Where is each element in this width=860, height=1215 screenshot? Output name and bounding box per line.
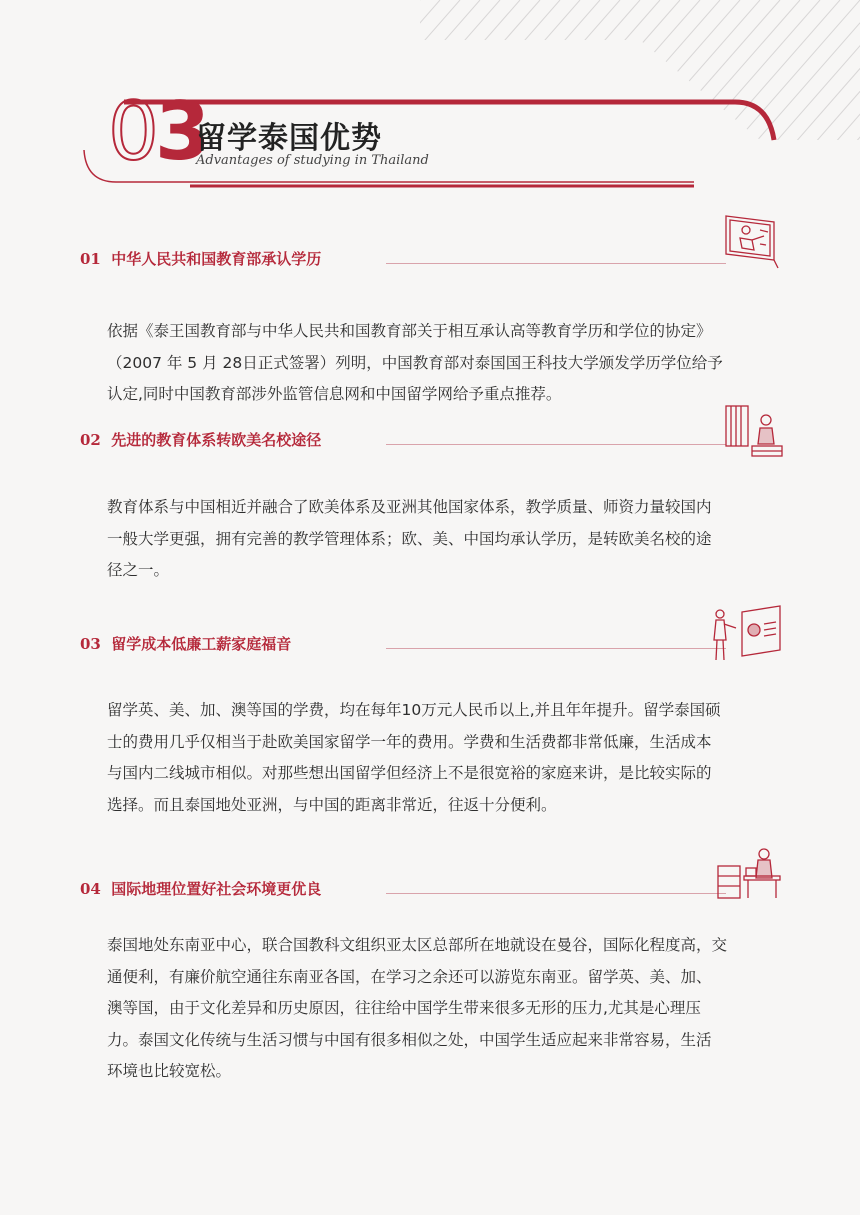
section-number: 04	[80, 880, 101, 898]
section-heading: 国际地理位置好社会环境更优良	[111, 880, 322, 898]
page-title: 留学泰国优势	[196, 121, 382, 156]
section-title-04	[80, 878, 321, 899]
section-rule	[386, 444, 726, 445]
section-title-02	[80, 429, 321, 450]
section-title-01	[80, 248, 321, 269]
student-reading-books-icon	[722, 400, 788, 462]
section-rule	[386, 648, 726, 649]
chapter-number: 03	[108, 85, 207, 178]
section-number: 01	[80, 250, 101, 268]
section-rule	[386, 893, 726, 894]
section-body-02: 教育体系与中国相近并融合了欧美体系及亚洲其他国家体系，教学质量、师资力量较国内 一般大学更强，拥有完善的教学管理体系；欧、美、中国均承认学历，是转欧美名校的途 径之一。	[107, 498, 712, 579]
section-body-04: 泰国地处东南亚中心，联合国教科文组织亚太区总部所在地就设在曼谷，国际化程度高，交 通便利，有廉价航空通往东南亚各国，在学习之余还可以游览东南亚。留学英、美、加、 澳等国，由于文化差异和历史原因，往往给中国学生带来很多无形的压力,尤其是心理压 力。泰国文化传统与生活习惯与中国有很多相似之处，中国学生适应起来非常容易，生活 环境也比较宽松。	[107, 936, 728, 1080]
section-body-03: 留学英、美、加、澳等国的学费，均在每年10万元人民币以上,并且年年提升。留学泰国硕 士的费用几乎仅相当于赴欧美国家留学一年的费用。学费和生活费都非常低廉，生活成本 与国内二线城市相似。对那些想出国留学但经济上不是很宽裕的家庭来讲，是比较实际的 选择。而且泰国地处亚洲，与中国的距离非常近，往返十分便利。	[107, 701, 721, 814]
section-title-03	[80, 633, 291, 654]
section-heading: 中华人民共和国教育部承认学历	[111, 250, 322, 268]
section-rule	[386, 263, 726, 264]
presenter-with-chart-icon	[706, 604, 784, 664]
section-heading: 先进的教育体系转欧美名校途径	[111, 431, 322, 449]
section-number: 03	[80, 635, 101, 653]
page-subtitle: Advantages of studying in Thailand	[196, 153, 429, 168]
teacher-at-whiteboard-icon	[716, 210, 780, 272]
student-at-desk-icon	[714, 846, 784, 902]
section-body-01: 依据《泰王国教育部与中华人民共和国教育部关于相互承认高等教育学历和学位的协定》 （2007 年 5 月 28日正式签署）列明，中国教育部对泰国国王科技大学颁发学历学位给予 认定,同时中国教育部涉外监管信息网和中国留学网给予重点推荐。	[107, 322, 723, 403]
section-number: 02	[80, 431, 101, 449]
section-heading: 留学成本低廉工薪家庭福音	[111, 635, 292, 653]
